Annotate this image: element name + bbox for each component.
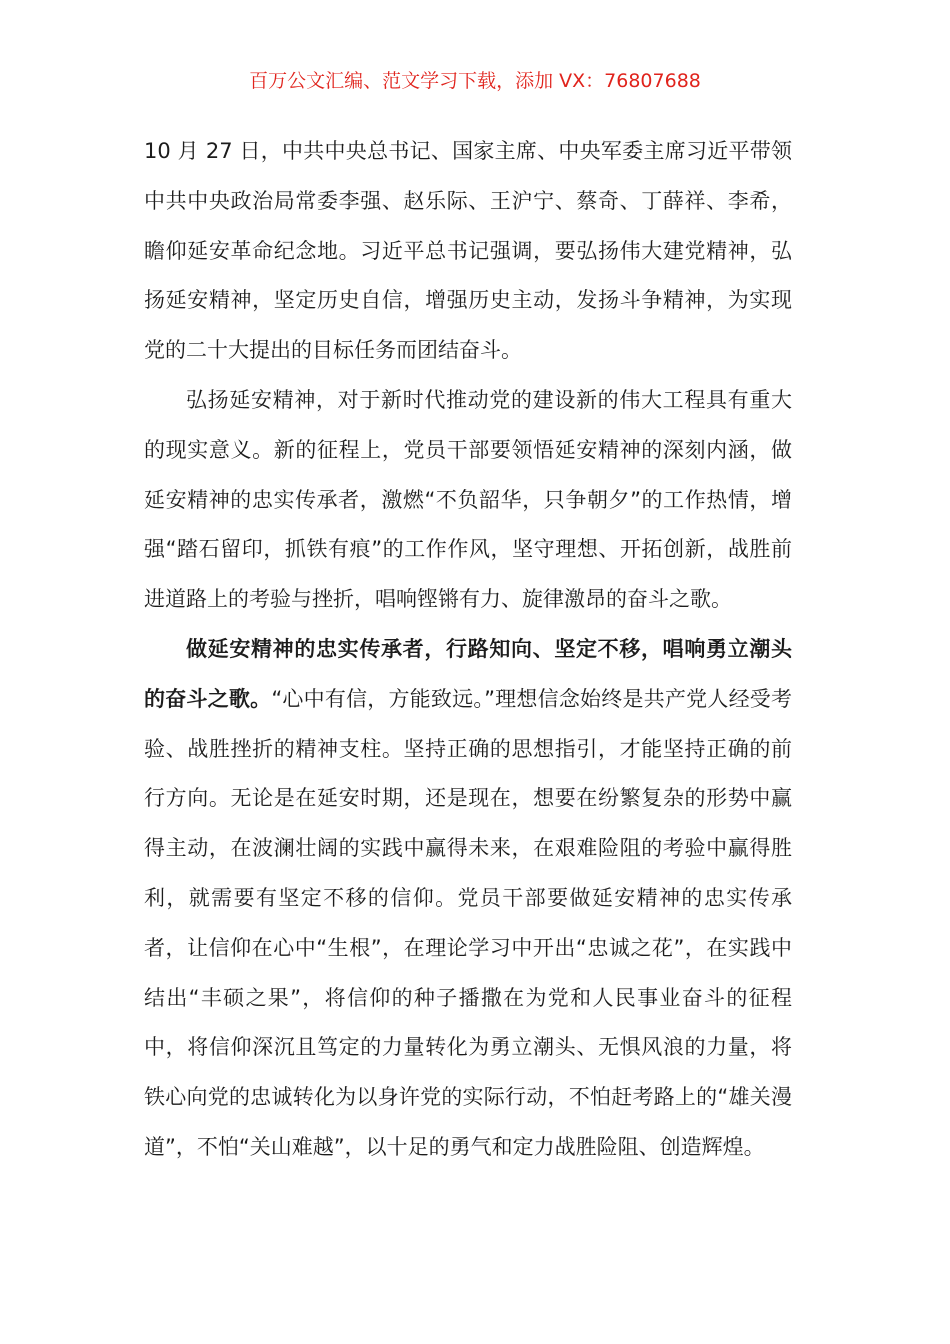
download-notice-header: 百万公文汇编、范文学习下载，添加 VX：76807688 xyxy=(249,70,701,92)
paragraph-intro: 10 月 27 日，中共中央总书记、国家主席、中央军委主席习近平带领中共中央政治局常委李强、赵乐际、王沪宁、蔡奇、丁薛祥、李希，瞻仰延安革命纪念地。习近平总书记强调，要弘扬伟大建党精神，弘扬延安精神，坚定历史自信，增强历史主动，发扬斗争精神，为实现党的二十大提出的目标任务而团结奋斗。 xyxy=(144,139,792,363)
paragraph-faith-body: “心中有信，方能致远。”理想信念始终是共产党人经受考验、战胜挫折的精神支柱。坚持正确的思想指引，才能坚持正确的前行方向。无论是在延安时期，还是现在，想要在纷繁复杂的形势中赢得主动，在波澜壮阔的实践中赢得未来，在艰难险阻的考验中赢得胜利，就需要有坚定不移的信仰。党员干部要做延安精神的忠实传承者，让信仰在心中“生根”，在理论学习中开出“忠诚之花”，在实践中结出“丰硕之果”，将信仰的种子播撒在为党和人民事业奋斗的征程中，将信仰深沉且笃定的力量转化为勇立潮头、无惧风浪的力量，将铁心向党的忠诚转化为以身许党的实际行动，不怕赶考路上的“雄关漫道”，不怕“关山难越”，以十足的勇气和定力战胜险阻、创造辉煌。 xyxy=(144,686,793,1159)
paragraph-faith-lead: 做延安精神的忠实传承者，行路知向、坚定不移，唱响勇立潮头的奋斗之歌。 xyxy=(144,636,792,711)
article-body xyxy=(144,127,792,1173)
paragraph-faith xyxy=(144,625,792,1173)
paragraph-significance: 弘扬延安精神，对于新时代推动党的建设新的伟大工程具有重大的现实意义。新的征程上，党员干部要领悟延安精神的深刻内涵，做延安精神的忠实传承者，激燃“不负韶华，只争朝夕”的工作热情，增强“踏石留印，抓铁有痕”的工作作风，坚守理想、开拓创新，战胜前进道路上的考验与挫折，唱响铿锵有力、旋律激昂的奋斗之歌。 xyxy=(144,387,792,612)
